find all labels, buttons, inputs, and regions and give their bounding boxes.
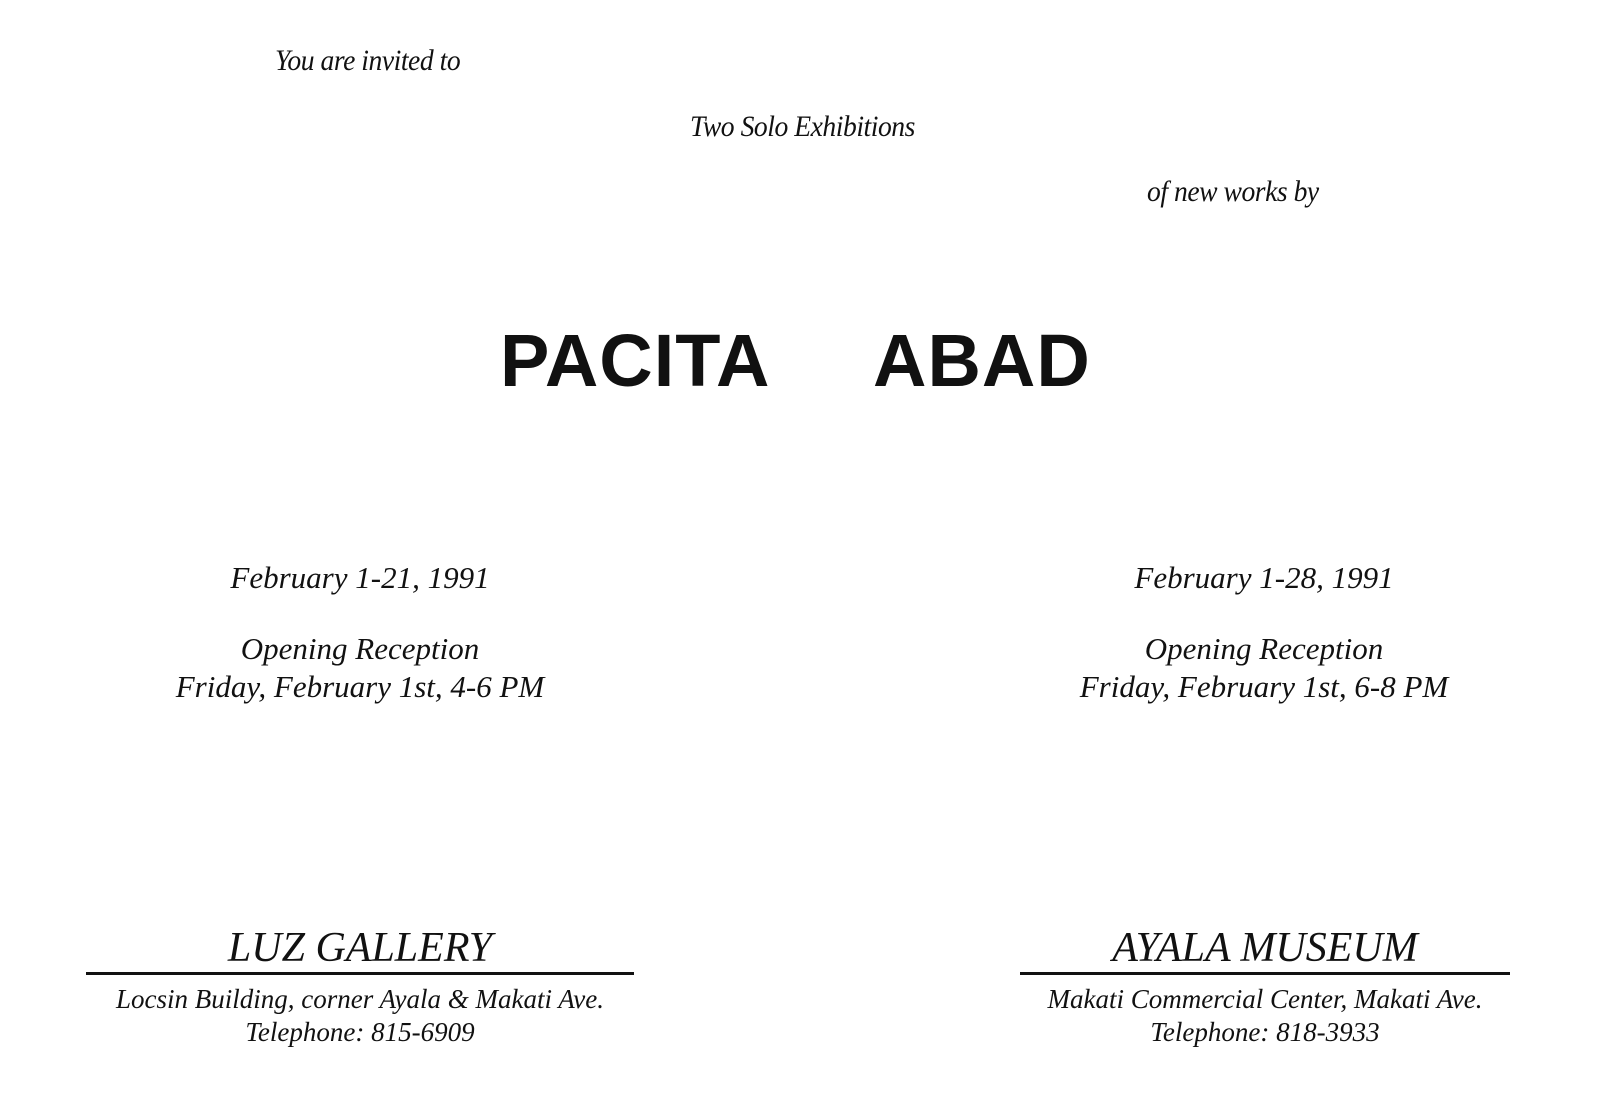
venue-name: AYALA MUSEUM	[1112, 925, 1418, 971]
exhibitions-heading: Two Solo Exhibitions	[690, 110, 915, 143]
reception-label: Opening Reception	[1144, 631, 1384, 666]
venue-telephone: Telephone: 818-3933	[1150, 1017, 1380, 1047]
venue-name: LUZ GALLERY	[227, 925, 493, 971]
venue-address: Makati Commercial Center, Makati Ave.	[1047, 984, 1483, 1014]
intro-line: You are invited to	[275, 44, 461, 77]
new-works-line: of new works by	[1147, 175, 1319, 208]
exhibition-dates: February 1-21, 1991	[230, 560, 490, 595]
artist-first-name: PACITA	[500, 319, 771, 402]
exhibition-luz-gallery	[86, 560, 634, 706]
exhibition-ayala-museum	[1020, 560, 1508, 706]
venue-ayala-museum	[1020, 924, 1510, 1049]
exhibition-dates: February 1-28, 1991	[1134, 560, 1394, 595]
venue-luz-gallery	[86, 924, 634, 1049]
reception-time: Friday, February 1st, 6-8 PM	[1079, 669, 1449, 704]
reception-time: Friday, February 1st, 4-6 PM	[175, 669, 545, 704]
venue-telephone: Telephone: 815-6909	[245, 1017, 475, 1047]
reception-label: Opening Reception	[240, 631, 480, 666]
artist-last-name: ABAD	[873, 319, 1091, 402]
venue-address: Locsin Building, corner Ayala & Makati Ave.	[116, 984, 604, 1014]
